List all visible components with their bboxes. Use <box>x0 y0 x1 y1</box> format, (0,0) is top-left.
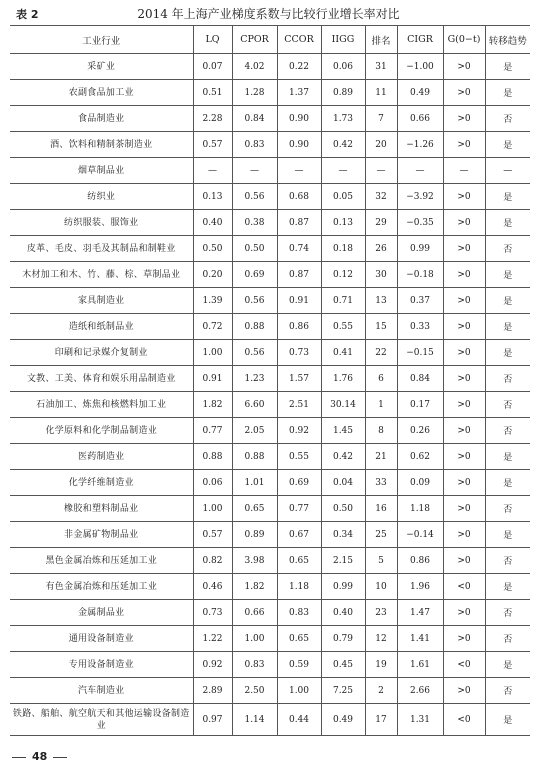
column-header-industry: 工业行业 <box>10 26 193 54</box>
cell-rank: 26 <box>365 236 397 262</box>
cell-ccor: 0.90 <box>277 132 321 158</box>
cell-cigr: 2.66 <box>397 678 443 704</box>
cell-industry: 通用设备制造业 <box>10 626 193 652</box>
cell-transfer-trend: 是 <box>485 288 530 314</box>
cell-ccor: 0.69 <box>277 470 321 496</box>
column-header-lq: LQ <box>193 26 232 54</box>
cell-iigg: 1.45 <box>321 418 365 444</box>
cell-transfer-trend: 是 <box>485 340 530 366</box>
cell-rank: — <box>365 158 397 184</box>
cell-cigr: — <box>397 158 443 184</box>
cell-ccor: 0.65 <box>277 548 321 574</box>
cell-transfer-trend: 是 <box>485 574 530 600</box>
cell-cpor: 1.00 <box>232 626 277 652</box>
cell-cigr: 0.99 <box>397 236 443 262</box>
cell-lq: 0.82 <box>193 548 232 574</box>
cell-transfer-trend: 否 <box>485 496 530 522</box>
cell-ccor: 0.68 <box>277 184 321 210</box>
cell-iigg: 0.04 <box>321 470 365 496</box>
cell-cigr: −1.00 <box>397 54 443 80</box>
cell-ccor: 0.65 <box>277 626 321 652</box>
cell-industry: 医药制造业 <box>10 444 193 470</box>
cell-iigg: 2.15 <box>321 548 365 574</box>
cell-lq: 0.97 <box>193 704 232 736</box>
cell-lq: 0.20 <box>193 262 232 288</box>
table-row <box>10 210 530 236</box>
cell-lq: 0.91 <box>193 366 232 392</box>
cell-iigg: 0.42 <box>321 444 365 470</box>
cell-cpor: 0.84 <box>232 106 277 132</box>
cell-industry: 有色金属冶炼和压延加工业 <box>10 574 193 600</box>
cell-industry: 石油加工、炼焦和核燃料加工业 <box>10 392 193 418</box>
cell-g0t: >0 <box>443 392 485 418</box>
cell-cigr: 1.31 <box>397 704 443 736</box>
cell-g0t: >0 <box>443 496 485 522</box>
cell-industry: 非金属矿物制品业 <box>10 522 193 548</box>
table-row <box>10 184 530 210</box>
cell-lq: 1.82 <box>193 392 232 418</box>
table-row <box>10 158 530 184</box>
cell-lq: 0.50 <box>193 236 232 262</box>
cell-ccor: 0.87 <box>277 262 321 288</box>
cell-ccor: 1.57 <box>277 366 321 392</box>
cell-industry: 纺织业 <box>10 184 193 210</box>
cell-cigr: 1.18 <box>397 496 443 522</box>
cell-transfer-trend: 否 <box>485 392 530 418</box>
table-title: 2014 年上海产业梯度系数与比较行业增长率对比 <box>137 7 400 21</box>
cell-g0t: >0 <box>443 522 485 548</box>
cell-iigg: 0.06 <box>321 54 365 80</box>
table-row <box>10 106 530 132</box>
column-header-ccor: CCOR <box>277 26 321 54</box>
cell-ccor: 0.77 <box>277 496 321 522</box>
cell-g0t: >0 <box>443 678 485 704</box>
cell-transfer-trend: — <box>485 158 530 184</box>
table-row <box>10 626 530 652</box>
column-header-g0t: G(0−t) <box>443 26 485 54</box>
industry-gradient-table <box>10 25 530 736</box>
cell-lq: 0.57 <box>193 132 232 158</box>
table-row <box>10 236 530 262</box>
cell-cpor: 0.83 <box>232 132 277 158</box>
cell-rank: 10 <box>365 574 397 600</box>
cell-cpor: 0.88 <box>232 314 277 340</box>
cell-rank: 20 <box>365 132 397 158</box>
table-row <box>10 470 530 496</box>
cell-transfer-trend: 否 <box>485 236 530 262</box>
column-header-transfer-trend: 转移趋势 <box>485 26 530 54</box>
cell-lq: — <box>193 158 232 184</box>
cell-cigr: 0.33 <box>397 314 443 340</box>
cell-rank: 32 <box>365 184 397 210</box>
cell-industry: 专用设备制造业 <box>10 652 193 678</box>
cell-g0t: >0 <box>443 132 485 158</box>
cell-cigr: −0.14 <box>397 522 443 548</box>
cell-cigr: 0.86 <box>397 548 443 574</box>
cell-rank: 31 <box>365 54 397 80</box>
cell-lq: 0.06 <box>193 470 232 496</box>
cell-iigg: 30.14 <box>321 392 365 418</box>
cell-lq: 0.07 <box>193 54 232 80</box>
cell-transfer-trend: 是 <box>485 704 530 736</box>
cell-g0t: >0 <box>443 444 485 470</box>
cell-industry: 化学纤维制造业 <box>10 470 193 496</box>
table-label: 表 2 <box>16 8 39 21</box>
cell-ccor: 1.18 <box>277 574 321 600</box>
cell-iigg: 0.34 <box>321 522 365 548</box>
table-row <box>10 444 530 470</box>
table-row <box>10 80 530 106</box>
cell-cigr: 1.47 <box>397 600 443 626</box>
cell-lq: 1.39 <box>193 288 232 314</box>
cell-iigg: 0.79 <box>321 626 365 652</box>
table-row <box>10 522 530 548</box>
cell-ccor: 0.73 <box>277 340 321 366</box>
cell-transfer-trend: 是 <box>485 132 530 158</box>
table-row <box>10 652 530 678</box>
cell-cigr: 0.17 <box>397 392 443 418</box>
cell-cpor: 1.14 <box>232 704 277 736</box>
cell-industry: 酒、饮料和精制茶制造业 <box>10 132 193 158</box>
cell-iigg: 0.89 <box>321 80 365 106</box>
cell-g0t: >0 <box>443 470 485 496</box>
cell-lq: 1.22 <box>193 626 232 652</box>
cell-ccor: 0.59 <box>277 652 321 678</box>
cell-ccor: 0.92 <box>277 418 321 444</box>
cell-rank: 7 <box>365 106 397 132</box>
cell-transfer-trend: 是 <box>485 652 530 678</box>
cell-ccor: 0.22 <box>277 54 321 80</box>
cell-iigg: 0.45 <box>321 652 365 678</box>
column-header-cigr: CIGR <box>397 26 443 54</box>
cell-industry: 铁路、船舶、航空航天和其他运输设备制造业 <box>10 704 193 736</box>
cell-transfer-trend: 是 <box>485 522 530 548</box>
cell-cpor: 0.56 <box>232 288 277 314</box>
column-header-cpor: CPOR <box>232 26 277 54</box>
cell-lq: 0.40 <box>193 210 232 236</box>
cell-industry: 食品制造业 <box>10 106 193 132</box>
cell-rank: 15 <box>365 314 397 340</box>
cell-g0t: >0 <box>443 262 485 288</box>
table-row <box>10 704 530 736</box>
cell-g0t: <0 <box>443 574 485 600</box>
cell-cigr: −0.35 <box>397 210 443 236</box>
cell-g0t: >0 <box>443 366 485 392</box>
table-row <box>10 288 530 314</box>
cell-iigg: — <box>321 158 365 184</box>
cell-cpor: — <box>232 158 277 184</box>
table-row <box>10 496 530 522</box>
cell-cpor: 2.05 <box>232 418 277 444</box>
cell-rank: 5 <box>365 548 397 574</box>
cell-rank: 8 <box>365 418 397 444</box>
cell-ccor: 0.55 <box>277 444 321 470</box>
cell-cigr: 1.41 <box>397 626 443 652</box>
cell-g0t: >0 <box>443 80 485 106</box>
cell-transfer-trend: 是 <box>485 470 530 496</box>
cell-cpor: 0.83 <box>232 652 277 678</box>
cell-lq: 0.77 <box>193 418 232 444</box>
cell-cpor: 0.50 <box>232 236 277 262</box>
cell-rank: 29 <box>365 210 397 236</box>
cell-industry: 纺织服装、服饰业 <box>10 210 193 236</box>
cell-rank: 11 <box>365 80 397 106</box>
cell-iigg: 1.76 <box>321 366 365 392</box>
cell-transfer-trend: 是 <box>485 314 530 340</box>
cell-rank: 6 <box>365 366 397 392</box>
cell-lq: 0.92 <box>193 652 232 678</box>
cell-cigr: 1.61 <box>397 652 443 678</box>
footer-dash-left <box>12 757 26 758</box>
cell-ccor: 0.86 <box>277 314 321 340</box>
cell-rank: 1 <box>365 392 397 418</box>
cell-g0t: >0 <box>443 314 485 340</box>
cell-cpor: 4.02 <box>232 54 277 80</box>
cell-iigg: 0.49 <box>321 704 365 736</box>
cell-ccor: 1.00 <box>277 678 321 704</box>
cell-cigr: −1.26 <box>397 132 443 158</box>
page-footer <box>6 750 73 763</box>
table-row <box>10 678 530 704</box>
cell-industry: 汽车制造业 <box>10 678 193 704</box>
cell-rank: 13 <box>365 288 397 314</box>
cell-g0t: >0 <box>443 340 485 366</box>
table-row <box>10 262 530 288</box>
cell-cpor: 0.89 <box>232 522 277 548</box>
cell-transfer-trend: 否 <box>485 418 530 444</box>
cell-cigr: 0.62 <box>397 444 443 470</box>
cell-transfer-trend: 是 <box>485 210 530 236</box>
cell-industry: 农副食品加工业 <box>10 80 193 106</box>
cell-cigr: 0.37 <box>397 288 443 314</box>
cell-g0t: <0 <box>443 704 485 736</box>
table-row <box>10 340 530 366</box>
cell-g0t: >0 <box>443 288 485 314</box>
cell-industry: 印刷和记录媒介复制业 <box>10 340 193 366</box>
cell-industry: 化学原料和化学制品制造业 <box>10 418 193 444</box>
cell-iigg: 7.25 <box>321 678 365 704</box>
table-row <box>10 366 530 392</box>
cell-g0t: >0 <box>443 210 485 236</box>
cell-g0t: >0 <box>443 418 485 444</box>
cell-iigg: 0.99 <box>321 574 365 600</box>
cell-industry: 家具制造业 <box>10 288 193 314</box>
cell-transfer-trend: 是 <box>485 444 530 470</box>
cell-transfer-trend: 是 <box>485 54 530 80</box>
cell-industry: 黑色金属冶炼和压延加工业 <box>10 548 193 574</box>
cell-rank: 16 <box>365 496 397 522</box>
cell-ccor: 0.91 <box>277 288 321 314</box>
cell-lq: 0.51 <box>193 80 232 106</box>
cell-lq: 1.00 <box>193 340 232 366</box>
table-row <box>10 314 530 340</box>
cell-transfer-trend: 否 <box>485 678 530 704</box>
cell-transfer-trend: 是 <box>485 80 530 106</box>
table-row <box>10 54 530 80</box>
cell-lq: 1.00 <box>193 496 232 522</box>
cell-rank: 17 <box>365 704 397 736</box>
cell-g0t: >0 <box>443 548 485 574</box>
cell-industry: 文教、工美、体育和娱乐用品制造业 <box>10 366 193 392</box>
cell-cpor: 0.65 <box>232 496 277 522</box>
table-row <box>10 132 530 158</box>
cell-g0t: — <box>443 158 485 184</box>
cell-rank: 23 <box>365 600 397 626</box>
cell-iigg: 0.05 <box>321 184 365 210</box>
cell-ccor: 0.83 <box>277 600 321 626</box>
cell-rank: 22 <box>365 340 397 366</box>
cell-industry: 木材加工和木、竹、藤、棕、草制品业 <box>10 262 193 288</box>
cell-cpor: 0.88 <box>232 444 277 470</box>
cell-rank: 2 <box>365 678 397 704</box>
cell-transfer-trend: 否 <box>485 626 530 652</box>
cell-industry: 金属制品业 <box>10 600 193 626</box>
cell-cpor: 3.98 <box>232 548 277 574</box>
cell-rank: 19 <box>365 652 397 678</box>
cell-cigr: 0.84 <box>397 366 443 392</box>
table-header-row <box>10 26 530 54</box>
cell-ccor: 1.37 <box>277 80 321 106</box>
cell-iigg: 0.18 <box>321 236 365 262</box>
cell-ccor: 0.87 <box>277 210 321 236</box>
cell-transfer-trend: 否 <box>485 366 530 392</box>
cell-transfer-trend: 否 <box>485 600 530 626</box>
cell-lq: 0.13 <box>193 184 232 210</box>
cell-cigr: 0.26 <box>397 418 443 444</box>
cell-iigg: 1.73 <box>321 106 365 132</box>
cell-transfer-trend: 否 <box>485 548 530 574</box>
cell-lq: 0.73 <box>193 600 232 626</box>
column-header-rank: 排名 <box>365 26 397 54</box>
table-row <box>10 392 530 418</box>
cell-transfer-trend: 是 <box>485 262 530 288</box>
cell-cpor: 2.50 <box>232 678 277 704</box>
page-number: 48 <box>32 750 48 763</box>
cell-cigr: −0.15 <box>397 340 443 366</box>
cell-lq: 2.89 <box>193 678 232 704</box>
cell-ccor: 0.90 <box>277 106 321 132</box>
cell-lq: 0.72 <box>193 314 232 340</box>
cell-ccor: — <box>277 158 321 184</box>
cell-transfer-trend: 是 <box>485 184 530 210</box>
cell-lq: 2.28 <box>193 106 232 132</box>
cell-g0t: >0 <box>443 600 485 626</box>
table-row <box>10 574 530 600</box>
cell-cpor: 1.23 <box>232 366 277 392</box>
cell-cpor: 0.66 <box>232 600 277 626</box>
cell-cpor: 1.01 <box>232 470 277 496</box>
cell-lq: 0.88 <box>193 444 232 470</box>
cell-iigg: 0.41 <box>321 340 365 366</box>
cell-cpor: 0.38 <box>232 210 277 236</box>
cell-lq: 0.57 <box>193 522 232 548</box>
cell-cpor: 0.69 <box>232 262 277 288</box>
cell-g0t: >0 <box>443 236 485 262</box>
table-row <box>10 418 530 444</box>
cell-industry: 采矿业 <box>10 54 193 80</box>
cell-cigr: −0.18 <box>397 262 443 288</box>
cell-rank: 30 <box>365 262 397 288</box>
cell-iigg: 0.42 <box>321 132 365 158</box>
cell-cigr: 1.96 <box>397 574 443 600</box>
cell-iigg: 0.13 <box>321 210 365 236</box>
cell-ccor: 0.67 <box>277 522 321 548</box>
cell-g0t: >0 <box>443 106 485 132</box>
cell-g0t: <0 <box>443 652 485 678</box>
cell-cigr: −3.92 <box>397 184 443 210</box>
cell-rank: 33 <box>365 470 397 496</box>
table-row <box>10 548 530 574</box>
cell-ccor: 0.44 <box>277 704 321 736</box>
cell-industry: 造纸和纸制品业 <box>10 314 193 340</box>
cell-lq: 0.46 <box>193 574 232 600</box>
cell-g0t: >0 <box>443 626 485 652</box>
cell-transfer-trend: 否 <box>485 106 530 132</box>
cell-ccor: 0.74 <box>277 236 321 262</box>
cell-cigr: 0.09 <box>397 470 443 496</box>
cell-g0t: >0 <box>443 184 485 210</box>
cell-cpor: 0.56 <box>232 340 277 366</box>
cell-rank: 21 <box>365 444 397 470</box>
cell-iigg: 0.50 <box>321 496 365 522</box>
cell-cpor: 0.56 <box>232 184 277 210</box>
footer-dash-right <box>53 757 67 758</box>
table-row <box>10 600 530 626</box>
cell-iigg: 0.40 <box>321 600 365 626</box>
cell-cigr: 0.49 <box>397 80 443 106</box>
cell-iigg: 0.71 <box>321 288 365 314</box>
cell-g0t: >0 <box>443 54 485 80</box>
cell-iigg: 0.55 <box>321 314 365 340</box>
cell-cpor: 1.28 <box>232 80 277 106</box>
cell-industry: 橡胶和塑料制品业 <box>10 496 193 522</box>
cell-cpor: 6.60 <box>232 392 277 418</box>
cell-rank: 12 <box>365 626 397 652</box>
cell-rank: 25 <box>365 522 397 548</box>
cell-industry: 皮革、毛皮、羽毛及其制品和制鞋业 <box>10 236 193 262</box>
cell-cpor: 1.82 <box>232 574 277 600</box>
column-header-iigg: IIGG <box>321 26 365 54</box>
cell-cigr: 0.66 <box>397 106 443 132</box>
cell-industry: 烟草制品业 <box>10 158 193 184</box>
cell-iigg: 0.12 <box>321 262 365 288</box>
cell-ccor: 2.51 <box>277 392 321 418</box>
